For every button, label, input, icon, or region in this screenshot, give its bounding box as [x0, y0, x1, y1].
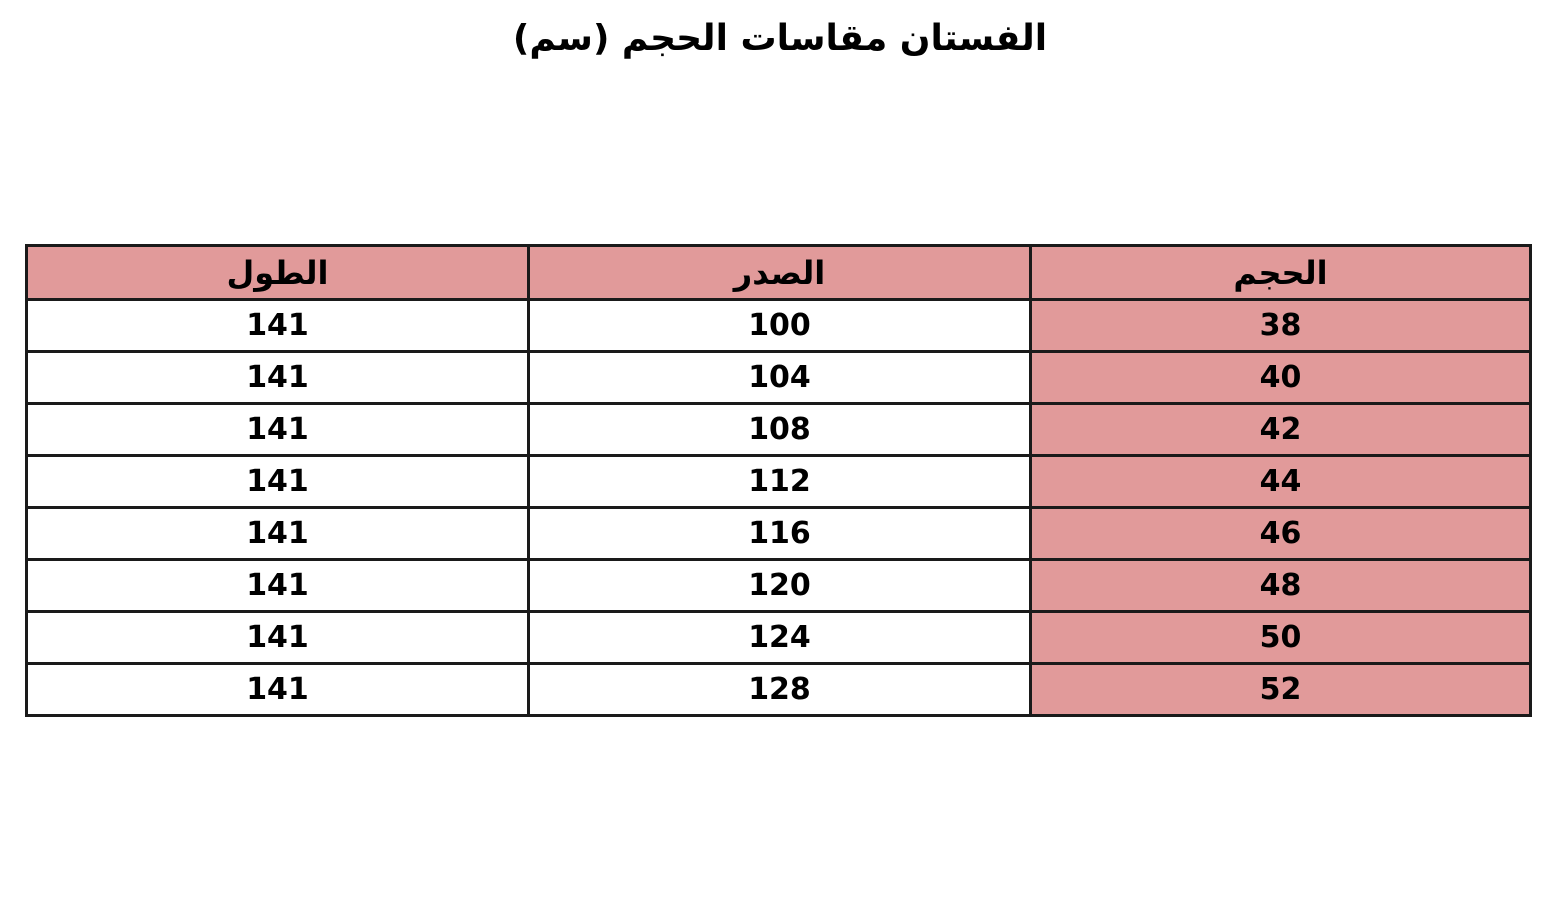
cell-length: 141: [27, 456, 529, 508]
column-header-size: الحجم: [1031, 246, 1531, 300]
cell-size: 40: [1031, 352, 1531, 404]
cell-chest: 100: [529, 300, 1031, 352]
table-body: [27, 300, 1531, 716]
cell-size: 44: [1031, 456, 1531, 508]
cell-chest: 124: [529, 612, 1031, 664]
cell-length: 141: [27, 664, 529, 716]
table-row: [27, 456, 1531, 508]
table-header: [27, 246, 1531, 300]
cell-length: 141: [27, 404, 529, 456]
table-row: [27, 300, 1531, 352]
table-header-row: [27, 246, 1531, 300]
table-row: [27, 560, 1531, 612]
table-row: [27, 508, 1531, 560]
cell-chest: 120: [529, 560, 1031, 612]
table-row: [27, 664, 1531, 716]
cell-length: 141: [27, 300, 529, 352]
cell-size: 52: [1031, 664, 1531, 716]
size-chart-container: [28, 244, 1532, 717]
column-header-chest: الصدر: [529, 246, 1031, 300]
table-row: [27, 404, 1531, 456]
cell-chest: 104: [529, 352, 1031, 404]
table-row: [27, 352, 1531, 404]
cell-length: 141: [27, 560, 529, 612]
page-title: الفستان مقاسات الحجم (سم): [512, 18, 1048, 59]
cell-size: 42: [1031, 404, 1531, 456]
cell-size: 48: [1031, 560, 1531, 612]
cell-size: 46: [1031, 508, 1531, 560]
column-header-length: الطول: [27, 246, 529, 300]
cell-size: 50: [1031, 612, 1531, 664]
cell-chest: 116: [529, 508, 1031, 560]
cell-length: 141: [27, 508, 529, 560]
cell-chest: 128: [529, 664, 1031, 716]
cell-length: 141: [27, 612, 529, 664]
table-row: [27, 612, 1531, 664]
cell-chest: 112: [529, 456, 1031, 508]
cell-chest: 108: [529, 404, 1031, 456]
cell-size: 38: [1031, 300, 1531, 352]
cell-length: 141: [27, 352, 529, 404]
size-chart-table: [25, 244, 1532, 717]
